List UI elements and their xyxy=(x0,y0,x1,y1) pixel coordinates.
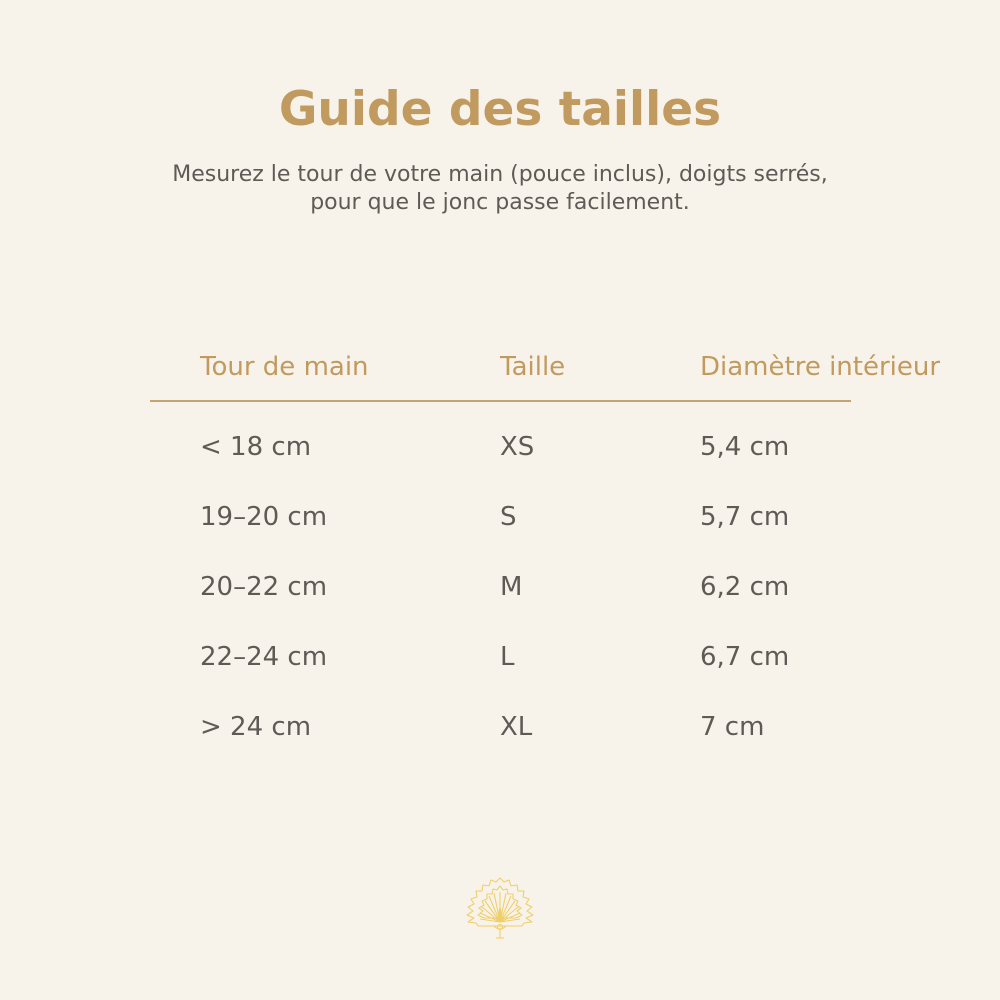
column-header-inner-diameter: Diamètre intérieur xyxy=(700,352,941,382)
row-3-inner-diameter: 6,2 cm xyxy=(700,572,790,602)
row-2-hand-circumference: 19–20 cm xyxy=(200,502,328,532)
row-2-inner-diameter: 5,7 cm xyxy=(700,502,790,532)
row-5-size: XL xyxy=(500,712,533,742)
column-header-hand-circumference: Tour de main xyxy=(200,352,369,382)
row-5-inner-diameter: 7 cm xyxy=(700,712,765,742)
header-divider xyxy=(150,400,851,402)
row-4-hand-circumference: 22–24 cm xyxy=(200,642,328,672)
column-header-size: Taille xyxy=(500,352,566,382)
page-title: Guide des tailles xyxy=(278,82,722,137)
row-2-size: S xyxy=(500,502,517,532)
row-3-size: M xyxy=(500,572,523,602)
row-5-hand-circumference: > 24 cm xyxy=(200,712,312,742)
subtitle-line-2: pour que le jonc passe facilement. xyxy=(310,190,690,215)
row-3-hand-circumference: 20–22 cm xyxy=(200,572,328,602)
row-4-size: L xyxy=(500,642,515,672)
row-1-size: XS xyxy=(500,432,535,462)
subtitle-line-1: Mesurez le tour de votre main (pouce inclus), doigts serrés, xyxy=(172,162,828,187)
row-1-hand-circumference: < 18 cm xyxy=(200,432,312,462)
page-subtitle xyxy=(0,161,1000,217)
lotus-fan-logo-icon xyxy=(460,876,540,942)
row-4-inner-diameter: 6,7 cm xyxy=(700,642,790,672)
row-1-inner-diameter: 5,4 cm xyxy=(700,432,790,462)
